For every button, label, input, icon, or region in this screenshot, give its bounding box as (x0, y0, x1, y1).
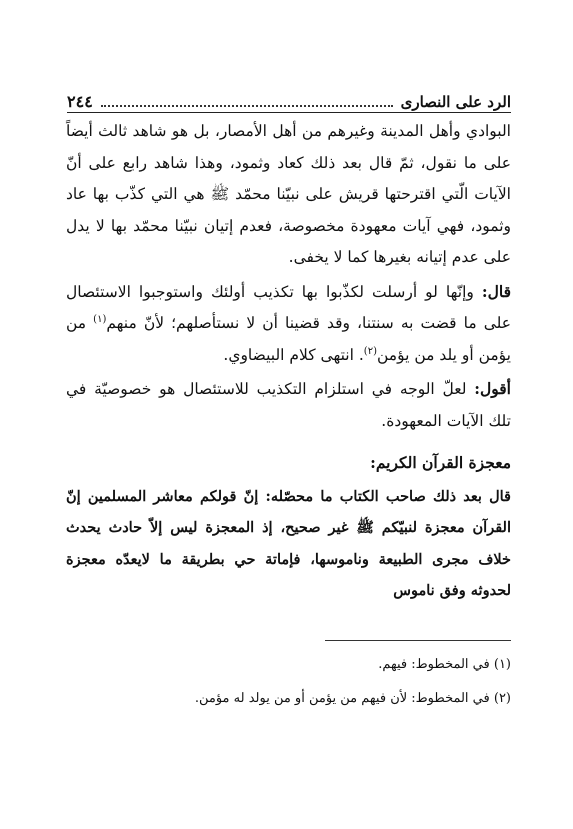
paragraph-2 (66, 276, 511, 372)
running-header (67, 86, 511, 112)
footnote-2: (٢) في المخطوط: لأن فيهم من يؤمن أو من يولد له مؤمن. (194, 691, 511, 706)
footnote-rule (325, 640, 511, 641)
paragraph-2-keyword: قال: (481, 281, 511, 301)
paragraph-2-text-a: وإنّها لو أرسلت لكذّبوا بها تكذيب أولئك واستوجبوا الاستئصال على ما قضت به سنتنا، وقد قضينا أن لا نستأصلهم؛ لأنّ منهم (66, 282, 511, 332)
paragraph-2-text-c: . انتهى كلام البيضاوي. (223, 345, 364, 364)
page-number: ٢٤٤ (67, 92, 93, 111)
paragraph-3-keyword: أقول: (474, 379, 511, 398)
paragraph-3 (66, 373, 511, 437)
paragraph-2-text-b: من يؤمن أو يلد من يؤمن (66, 314, 511, 364)
footnote-ref-1[interactable]: (١) (93, 313, 107, 325)
paragraph-3-text: لعلّ الوجه في استلزام التكذيب للاستئصال هو خصوصيّة في تلك الآيات المعهودة. (66, 380, 511, 430)
header-title: الرد على النصارى (400, 93, 511, 111)
footnotes (66, 648, 511, 716)
footnote-1: (١) في المخطوط: فيهم. (378, 657, 511, 672)
paragraph-1: البوادي وأهل المدينة وغيرهم من أهل الأمصار، بل هو شاهد ثالث أيضاً على ما نقول، ثمّ قال بعد ذلك كعاد وثمود، وهذا شاهد رابع على أنّ الآيات الّتي اقترحتها قريش على نبيّنا محمّد ﷺ هي التي كذّب بها عاد وثمود، فهي آيات معهودة مخصوصة، فعدم إتيان نبيّنا محمّد بها لا يدل على عدم إتيانه بغيرها كما لا يخفى. (66, 122, 511, 266)
footnote-ref-2[interactable]: (٢) (363, 345, 377, 357)
section-heading: معجزة القرآن الكريم: (370, 453, 511, 472)
main-text (66, 116, 511, 607)
paragraph-4: قال بعد ذلك صاحب الكتاب ما محصّله: إنّ قولكم معاشر المسلمين إنّ القرآن معجزة لنبيّكم ﷺ غير صحيح، إذ المعجزة ليس إلاّ حادث يحدث خلاف مجرى الطبيعة وناموسها، فإماتة حي بطريقة ما لايعدّه معجزة لحدوثه وفق ناموس (66, 487, 511, 599)
header-rule (67, 112, 511, 113)
header-dotted-leader (101, 105, 393, 107)
